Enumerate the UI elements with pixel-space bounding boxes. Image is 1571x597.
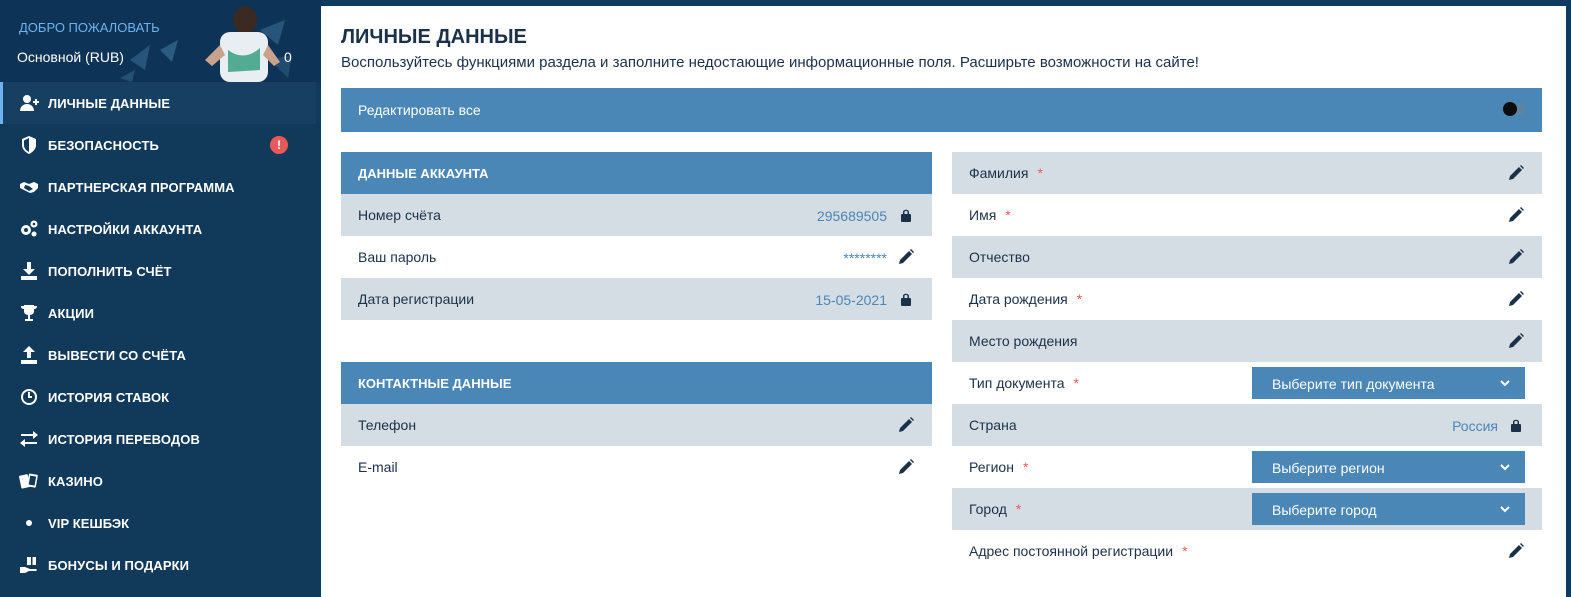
registration-date-value: 15-05-2021: [815, 292, 887, 308]
sidebar-item-bet-history[interactable]: [0, 376, 321, 418]
pencil-icon[interactable]: [898, 417, 914, 433]
sidebar-item-security[interactable]: [0, 124, 321, 166]
dot-icon: [18, 512, 40, 534]
sidebar-item-label: БОНУСЫ И ПОДАРКИ: [48, 557, 190, 573]
edit-all-bar: [341, 88, 1542, 132]
city-select-value: Выберите город: [1272, 502, 1377, 518]
password-label: Ваш пароль: [358, 249, 437, 265]
pencil-icon[interactable]: [898, 459, 914, 475]
welcome-banner-image: [120, 0, 300, 82]
transfer-icon: [18, 428, 40, 450]
country-label: Страна: [969, 417, 1017, 433]
sidebar: [0, 0, 321, 597]
account-number-row: [341, 194, 932, 236]
required-mark: *: [1037, 165, 1043, 181]
account-number-label: Номер счёта: [358, 207, 441, 223]
doc-type-row: [952, 362, 1542, 404]
pencil-icon[interactable]: [898, 249, 914, 265]
region-select-value: Выберите регион: [1272, 460, 1385, 476]
lock-icon: [1508, 417, 1524, 433]
sidebar-item-label: БЕЗОПАСНОСТЬ: [48, 137, 159, 153]
doc-type-label: Тип документа *: [969, 375, 1079, 391]
sidebar-item-bonuses[interactable]: [0, 544, 321, 586]
sidebar-item-label: VIP КЕШБЭК: [48, 515, 130, 531]
sidebar-item-withdraw[interactable]: [0, 334, 321, 376]
address-label: Адрес постоянной регистрации *: [969, 543, 1188, 559]
trophy-icon: [18, 302, 40, 324]
required-mark: *: [1076, 291, 1083, 307]
required-mark: *: [1073, 375, 1079, 391]
doc-type-select-value: Выберите тип документа: [1272, 376, 1435, 392]
name-label: Имя *: [969, 207, 1011, 223]
download-icon: [18, 260, 40, 282]
country-row: [952, 404, 1542, 446]
handshake-icon: [18, 176, 40, 198]
account-balance: 0: [284, 49, 292, 65]
welcome-panel: [0, 0, 321, 82]
account-section-header: [341, 152, 932, 194]
city-select[interactable]: [1252, 493, 1525, 525]
security-alert-badge: !: [270, 136, 288, 154]
birth-date-row: [952, 278, 1542, 320]
sidebar-item-label: АКЦИИ: [48, 305, 95, 321]
birth-date-label: Дата рождения *: [969, 291, 1083, 307]
edit-all-label: Редактировать все: [358, 102, 481, 118]
patronymic-label: Отчество: [969, 249, 1030, 265]
sidebar-item-promotions[interactable]: [0, 292, 321, 334]
password-row: [341, 236, 932, 278]
lock-icon: [898, 207, 914, 223]
birth-place-label: Место рождения: [969, 333, 1078, 349]
required-mark: *: [1005, 207, 1011, 223]
pencil-icon[interactable]: [1508, 543, 1524, 559]
region-select[interactable]: [1252, 451, 1525, 483]
sidebar-item-deposit[interactable]: [0, 250, 321, 292]
sidebar-item-label: ЛИЧНЫЕ ДАННЫЕ: [48, 95, 171, 111]
region-label: Регион *: [969, 459, 1029, 475]
sidebar-item-partner-program[interactable]: [0, 166, 321, 208]
required-mark: *: [1182, 543, 1188, 559]
chevron-down-icon: [1499, 462, 1511, 472]
chevron-down-icon: [1499, 378, 1511, 388]
clock-icon: [18, 386, 40, 408]
pencil-icon[interactable]: [1508, 249, 1524, 265]
region-row: [952, 446, 1542, 488]
email-label: E-mail: [358, 459, 398, 475]
country-value: Россия: [1452, 418, 1498, 434]
doc-type-select[interactable]: [1252, 367, 1525, 399]
edit-all-toggle[interactable]: [1506, 103, 1525, 115]
password-value: ********: [843, 250, 887, 266]
registration-date-label: Дата регистрации: [358, 291, 475, 307]
sidebar-item-label: ИСТОРИЯ ПЕРЕВОДОВ: [48, 431, 200, 447]
main-content: [321, 6, 1566, 597]
user-plus-icon: [18, 92, 40, 114]
surname-label: Фамилия *: [969, 165, 1043, 181]
gift-hand-icon: [18, 554, 40, 576]
patronymic-row: [952, 236, 1542, 278]
pencil-icon[interactable]: [1508, 333, 1524, 349]
email-row: [341, 446, 932, 488]
chevron-down-icon: [1499, 504, 1511, 514]
sidebar-item-label: ИСТОРИЯ СТАВОК: [48, 389, 170, 405]
sidebar-item-personal-data[interactable]: [0, 82, 316, 124]
page-description: Воспользуйтесь функциями раздела и заполните недостающие информационные поля. Расширьте возможности на сайте!: [341, 54, 1199, 71]
sidebar-item-transfer-history[interactable]: [0, 418, 321, 460]
account-name: Основной (RUB): [17, 49, 124, 65]
sidebar-item-casino[interactable]: [0, 460, 321, 502]
phone-row: [341, 404, 932, 446]
surname-row: [952, 152, 1542, 194]
upload-icon: [18, 344, 40, 366]
pencil-icon[interactable]: [1508, 207, 1524, 223]
toggle-knob: [1503, 102, 1517, 116]
sidebar-nav: [0, 82, 321, 586]
phone-label: Телефон: [358, 417, 417, 433]
welcome-title: ДОБРО ПОЖАЛОВАТЬ: [19, 20, 160, 35]
address-row: [952, 530, 1542, 572]
shield-icon: [18, 134, 40, 156]
name-row: [952, 194, 1542, 236]
pencil-icon[interactable]: [1508, 165, 1524, 181]
birth-place-row: [952, 320, 1542, 362]
sidebar-item-label: КАЗИНО: [48, 473, 103, 489]
sidebar-item-label: ВЫВЕСТИ СО СЧЁТА: [48, 347, 186, 363]
sidebar-item-account-settings[interactable]: [0, 208, 321, 250]
required-mark: *: [1015, 501, 1022, 517]
sidebar-item-label: ПОПОЛНИТЬ СЧЁТ: [48, 263, 172, 279]
account-section-title: ДАННЫЕ АККАУНТА: [358, 166, 489, 181]
account-number-value: 295689505: [816, 208, 887, 224]
sidebar-item-label: ПАРТНЕРСКАЯ ПРОГРАММА: [48, 179, 235, 195]
lock-icon: [898, 291, 914, 307]
city-label: Город *: [969, 501, 1022, 517]
pencil-icon[interactable]: [1508, 291, 1524, 307]
contact-section-title: КОНТАКТНЫЕ ДАННЫЕ: [358, 376, 512, 391]
page-title: ЛИЧНЫЕ ДАННЫЕ: [341, 26, 527, 48]
contact-section-header: [341, 362, 932, 404]
gears-icon: [18, 218, 40, 240]
registration-date-row: [341, 278, 932, 320]
cards-icon: [18, 470, 40, 492]
city-row: [952, 488, 1542, 530]
sidebar-item-label: НАСТРОЙКИ АККАУНТА: [48, 221, 203, 237]
sidebar-item-vip-cashback[interactable]: [0, 502, 321, 544]
required-mark: *: [1022, 459, 1029, 475]
